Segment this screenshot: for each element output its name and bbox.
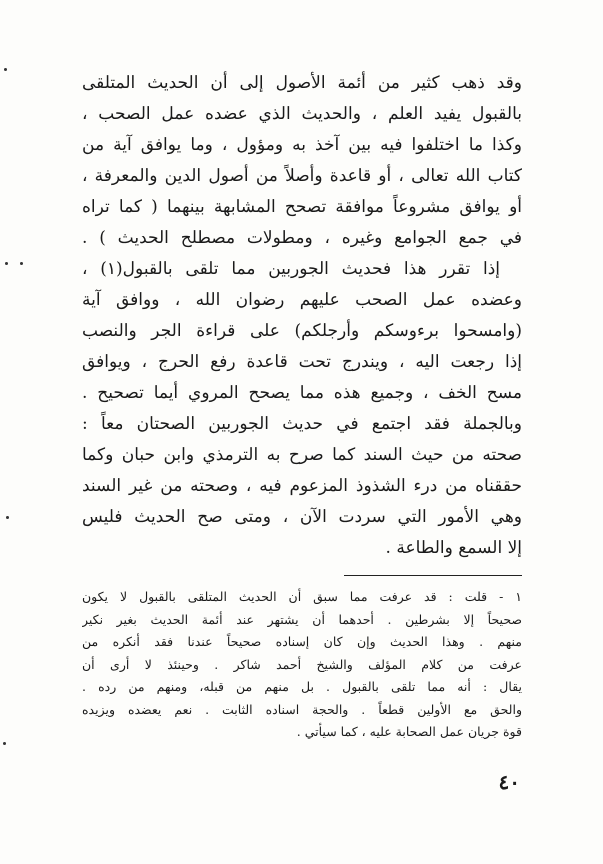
scan-speck bbox=[20, 262, 23, 265]
scan-speck bbox=[3, 742, 6, 745]
body-line: إذا رجعت اليه ، ويندرج تحت قاعدة رفع الحرج ، ويوافق bbox=[82, 352, 522, 372]
body-line: أو يوافق مشروعاً موافقة تصحح المشابهة بينهما ( كما تراه bbox=[82, 197, 522, 217]
body-line: بالقبول يفيد العلم ، والحديث الذي عضده عمل الصحب ، bbox=[82, 104, 522, 124]
footnote-line: صحيحاً إلا بشرطين . أحدهما أن يشتهر عند أئمة الحديث بغير نكير bbox=[82, 611, 522, 627]
body-line: صحته من حيث السند كما صرح به الترمذي وابن حبان وكما bbox=[82, 445, 522, 465]
footnote-line: قوة جريان عمل الصحابة عليه ، كما سيأتي . bbox=[296, 724, 522, 739]
main-text-block bbox=[82, 68, 522, 564]
footnote-block bbox=[82, 586, 522, 744]
body-line: وقد ذهب كثير من أئمة الأصول إلى أن الحديث المتلقى bbox=[82, 73, 522, 93]
body-line: إذا تقرر هذا فحديث الجوربين مما تلقى بالقبول(١) ، bbox=[82, 259, 500, 279]
body-line: إلا السمع والطاعة . bbox=[385, 538, 522, 558]
body-line: وبالجملة فقد اجتمع في حديث الجوربين الصحتان معاً : bbox=[82, 414, 522, 434]
body-line: وكذا ما اختلفوا فيه بين آخذ به ومؤول ، وما يوافق آية من bbox=[82, 135, 522, 155]
footnote-line: ١ - قلت : قد عرفت مما سبق أن الحديث المتلقى بالقبول لا يكون bbox=[82, 589, 522, 604]
scan-speck bbox=[6, 516, 9, 519]
footnote-line: يقال : أنه مما تلقى بالقبول . بل منهم من قبله، ومنهم من رده . bbox=[82, 679, 522, 694]
page-number: ٤٠ bbox=[498, 770, 520, 794]
body-line: حققناه من درء الشذوذ المزعوم فيه ، وصحته من غير السند bbox=[82, 476, 522, 496]
body-line: وهي الأمور التي سردت الآن ، ومتى صح الحديث فليس bbox=[82, 507, 522, 527]
footnote-separator bbox=[344, 575, 522, 576]
footnote-line: عرفت من كلام المؤلف والشيخ أحمد شاكر . وحينئذ لا أرى أن bbox=[82, 656, 522, 672]
body-line: في جمع الجوامع وغيره ، ومطولات مصطلح الحديث ) . bbox=[82, 228, 522, 248]
footnote-line: منهم . وهذا الحديث وإن كان إسناده صحيحاً عندنا فقد أنكره من bbox=[82, 634, 522, 649]
body-line: (وامسحوا برءوسكم وأرجلكم) على قراءة الجر والنصب bbox=[82, 321, 522, 341]
footnote-line: والحق مع الأولين قطعاً . والحجة اسناده الثابت . نعم يعضده ويزيده bbox=[82, 701, 522, 717]
body-line: وعضده عمل الصحب عليهم رضوان الله ، ووافق آية bbox=[82, 290, 522, 310]
body-line: كتاب الله تعالى ، أو قاعدة وأصلاً من أصول الدين والمعرفة ، bbox=[82, 166, 522, 186]
body-line: مسح الخف ، وجميع هذه مما يصحح المروي أيما تصحيح . bbox=[82, 383, 522, 403]
scan-speck bbox=[5, 262, 8, 265]
scan-speck bbox=[4, 68, 7, 71]
